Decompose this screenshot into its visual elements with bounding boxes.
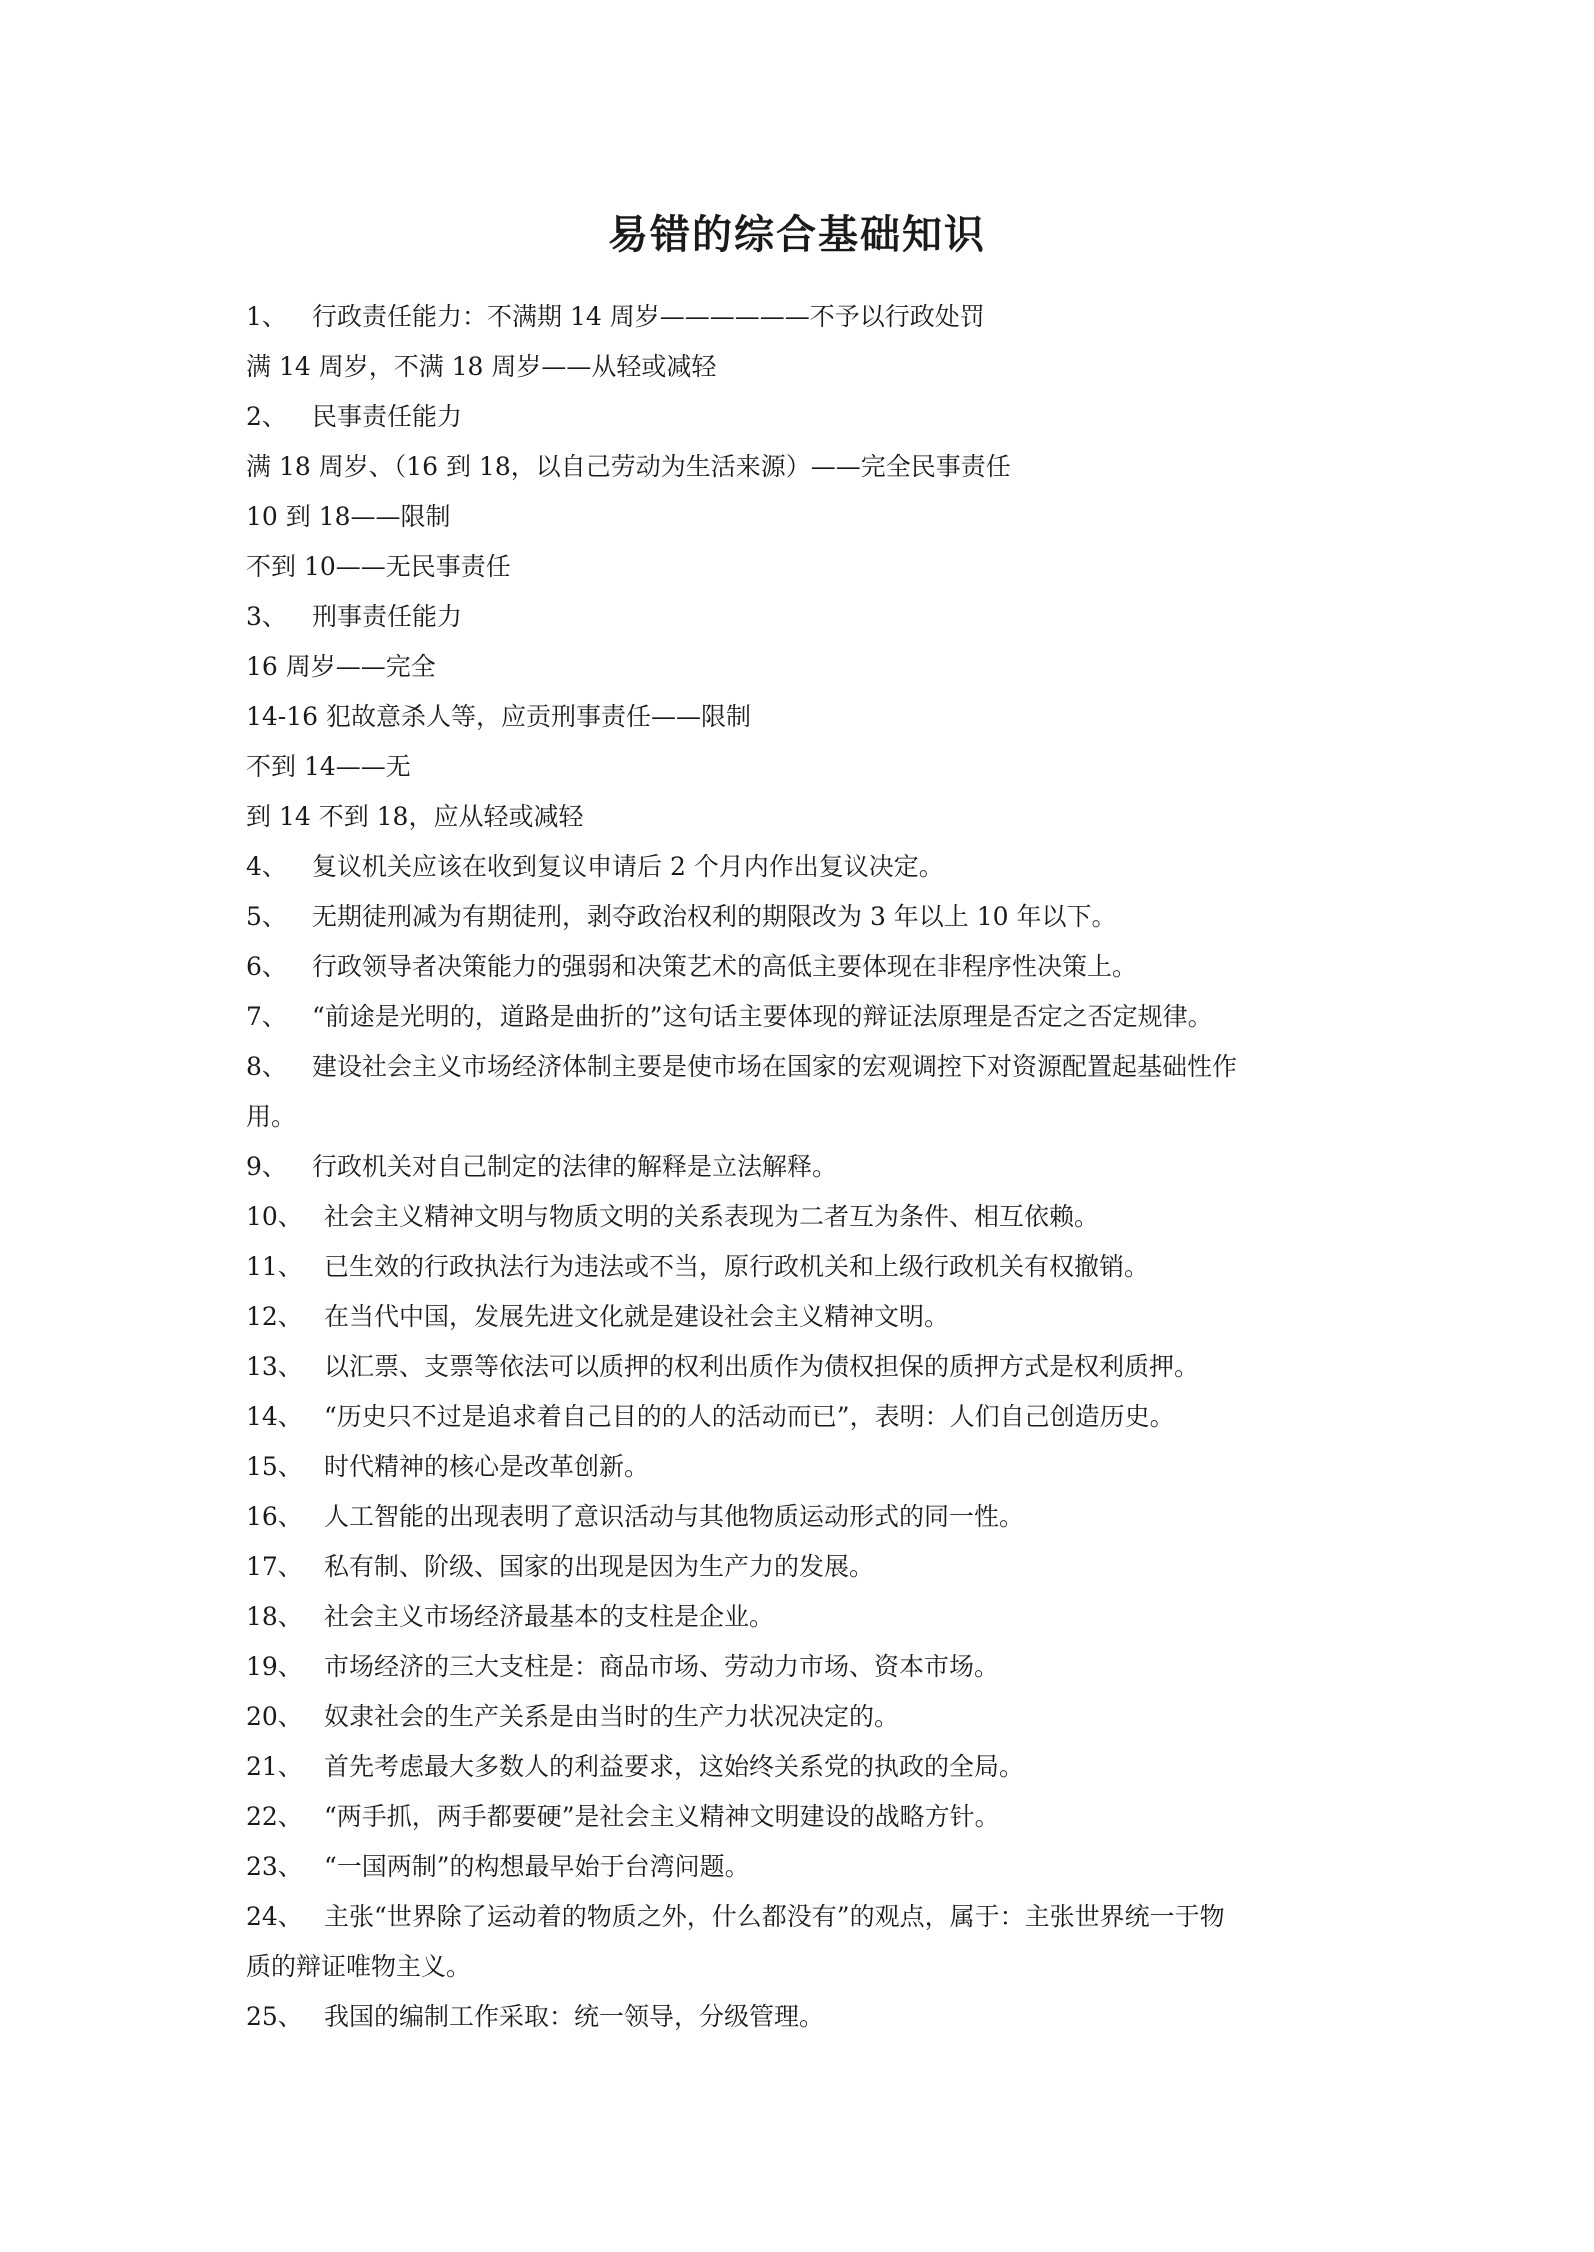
item-text: 用。 [246, 1102, 297, 1131]
item-text: 不到 14——无 [246, 752, 411, 781]
text-line [246, 292, 1366, 342]
item-text: 人工智能的出现表明了意识活动与其他物质运动形式的同一性。 [324, 1502, 1025, 1531]
item-text: “一国两制”的构想最早始于台湾问题。 [324, 1852, 750, 1881]
item-number: 19、 [246, 1652, 303, 1681]
item-number: 1、 [246, 302, 287, 331]
item-number: 14、 [246, 1402, 303, 1431]
item-text: 14-16 犯故意杀人等，应贡刑事责任——限制 [246, 702, 752, 731]
item-number: 23、 [246, 1852, 303, 1881]
text-line [246, 592, 1366, 642]
text-line [246, 942, 1366, 992]
document-body [246, 292, 1366, 2042]
item-number: 22、 [246, 1802, 303, 1831]
text-line [246, 1192, 1366, 1242]
item-number: 12、 [246, 1302, 303, 1331]
document-title: 易错的综合基础知识 [608, 211, 986, 258]
item-text: 社会主义市场经济最基本的支柱是企业。 [324, 1602, 775, 1631]
text-line [246, 1792, 1366, 1842]
item-text: “两手抓，两手都要硬”是社会主义精神文明建设的战略方针。 [324, 1802, 1000, 1831]
item-text: “历史只不过是追求着自己目的的人的活动而已”，表明：人们自己创造历史。 [324, 1402, 1175, 1431]
text-line [246, 1742, 1366, 1792]
item-text: 奴隶社会的生产关系是由当时的生产力状况决定的。 [324, 1702, 900, 1731]
text-line [246, 1842, 1366, 1892]
item-number: 8、 [246, 1052, 287, 1081]
text-line [246, 1942, 1366, 1992]
text-line [246, 1242, 1366, 1292]
text-line [246, 1542, 1366, 1592]
item-text: “前途是光明的，道路是曲折的”这句话主要体现的辩证法原理是否定之否定规律。 [312, 1002, 1213, 1031]
text-line [246, 1992, 1366, 2042]
item-number: 20、 [246, 1702, 303, 1731]
item-number: 7、 [246, 1002, 287, 1031]
text-line [246, 992, 1366, 1042]
text-line [246, 642, 1366, 692]
item-number: 3、 [246, 602, 287, 631]
text-line [246, 1292, 1366, 1342]
text-line [246, 1492, 1366, 1542]
text-line [246, 392, 1366, 442]
item-number: 15、 [246, 1452, 303, 1481]
item-text: 私有制、阶级、国家的出现是因为生产力的发展。 [324, 1552, 875, 1581]
item-text: 已生效的行政执法行为违法或不当，原行政机关和上级行政机关有权撤销。 [324, 1252, 1150, 1281]
text-line [246, 1442, 1366, 1492]
item-text: 社会主义精神文明与物质文明的关系表现为二者互为条件、相互依赖。 [324, 1202, 1100, 1231]
text-line [246, 342, 1366, 392]
item-number: 16、 [246, 1502, 303, 1531]
item-text: 行政责任能力：不满期 14 周岁——————不予以行政处罚 [312, 302, 985, 331]
text-line [246, 1592, 1366, 1642]
item-number: 13、 [246, 1352, 303, 1381]
text-line [246, 1142, 1366, 1192]
item-text: 在当代中国，发展先进文化就是建设社会主义精神文明。 [324, 1302, 950, 1331]
text-line [246, 692, 1366, 742]
text-line [246, 1092, 1366, 1142]
item-text: 我国的编制工作采取：统一领导，分级管理。 [324, 2002, 825, 2031]
text-line [246, 792, 1366, 842]
item-text: 以汇票、支票等依法可以质押的权利出质作为债权担保的质押方式是权利质押。 [324, 1352, 1200, 1381]
item-text: 不到 10——无民事责任 [246, 552, 511, 581]
item-number: 10、 [246, 1202, 303, 1231]
text-line [246, 1642, 1366, 1692]
item-text: 市场经济的三大支柱是：商品市场、劳动力市场、资本市场。 [324, 1652, 1000, 1681]
text-line [246, 1892, 1366, 1942]
text-line [246, 1392, 1366, 1442]
item-text: 16 周岁——完全 [246, 652, 436, 681]
item-text: 民事责任能力 [312, 402, 463, 431]
item-text: 行政机关对自己制定的法律的解释是立法解释。 [312, 1152, 838, 1181]
item-number: 18、 [246, 1602, 303, 1631]
item-number: 21、 [246, 1752, 303, 1781]
text-line [246, 442, 1366, 492]
text-line [246, 742, 1366, 792]
item-number: 9、 [246, 1152, 287, 1181]
item-text: 刑事责任能力 [312, 602, 463, 631]
item-number: 25、 [246, 2002, 303, 2031]
item-text: 10 到 18——限制 [246, 502, 451, 531]
item-text: 到 14 不到 18，应从轻或减轻 [246, 802, 584, 831]
text-line [246, 842, 1366, 892]
text-line [246, 1042, 1366, 1092]
item-number: 6、 [246, 952, 287, 981]
item-number: 24、 [246, 1902, 303, 1931]
item-text: 建设社会主义市场经济体制主要是使市场在国家的宏观调控下对资源配置起基础性作 [312, 1052, 1238, 1081]
item-number: 4、 [246, 852, 287, 881]
item-text: 主张“世界除了运动着的物质之外，什么都没有”的观点，属于：主张世界统一于物 [324, 1902, 1225, 1931]
item-number: 11、 [246, 1252, 303, 1281]
text-line [246, 492, 1366, 542]
item-text: 满 14 周岁，不满 18 周岁——从轻或减轻 [246, 352, 717, 381]
text-line [246, 1342, 1366, 1392]
item-number: 5、 [246, 902, 287, 931]
item-number: 2、 [246, 402, 287, 431]
item-text: 满 18 周岁、（16 到 18，以自己劳动为生活来源）——完全民事责任 [246, 452, 1011, 481]
item-text: 首先考虑最大多数人的利益要求，这始终关系党的执政的全局。 [324, 1752, 1025, 1781]
item-text: 无期徒刑减为有期徒刑，剥夺政治权利的期限改为 3 年以上 10 年以下。 [312, 902, 1117, 931]
item-number: 17、 [246, 1552, 303, 1581]
item-text: 行政领导者决策能力的强弱和决策艺术的高低主要体现在非程序性决策上。 [312, 952, 1138, 981]
text-line [246, 542, 1366, 592]
text-line [246, 892, 1366, 942]
item-text: 质的辩证唯物主义。 [246, 1952, 472, 1981]
item-text: 时代精神的核心是改革创新。 [324, 1452, 650, 1481]
item-text: 复议机关应该在收到复议申请后 2 个月内作出复议决定。 [312, 852, 944, 881]
text-line [246, 1692, 1366, 1742]
